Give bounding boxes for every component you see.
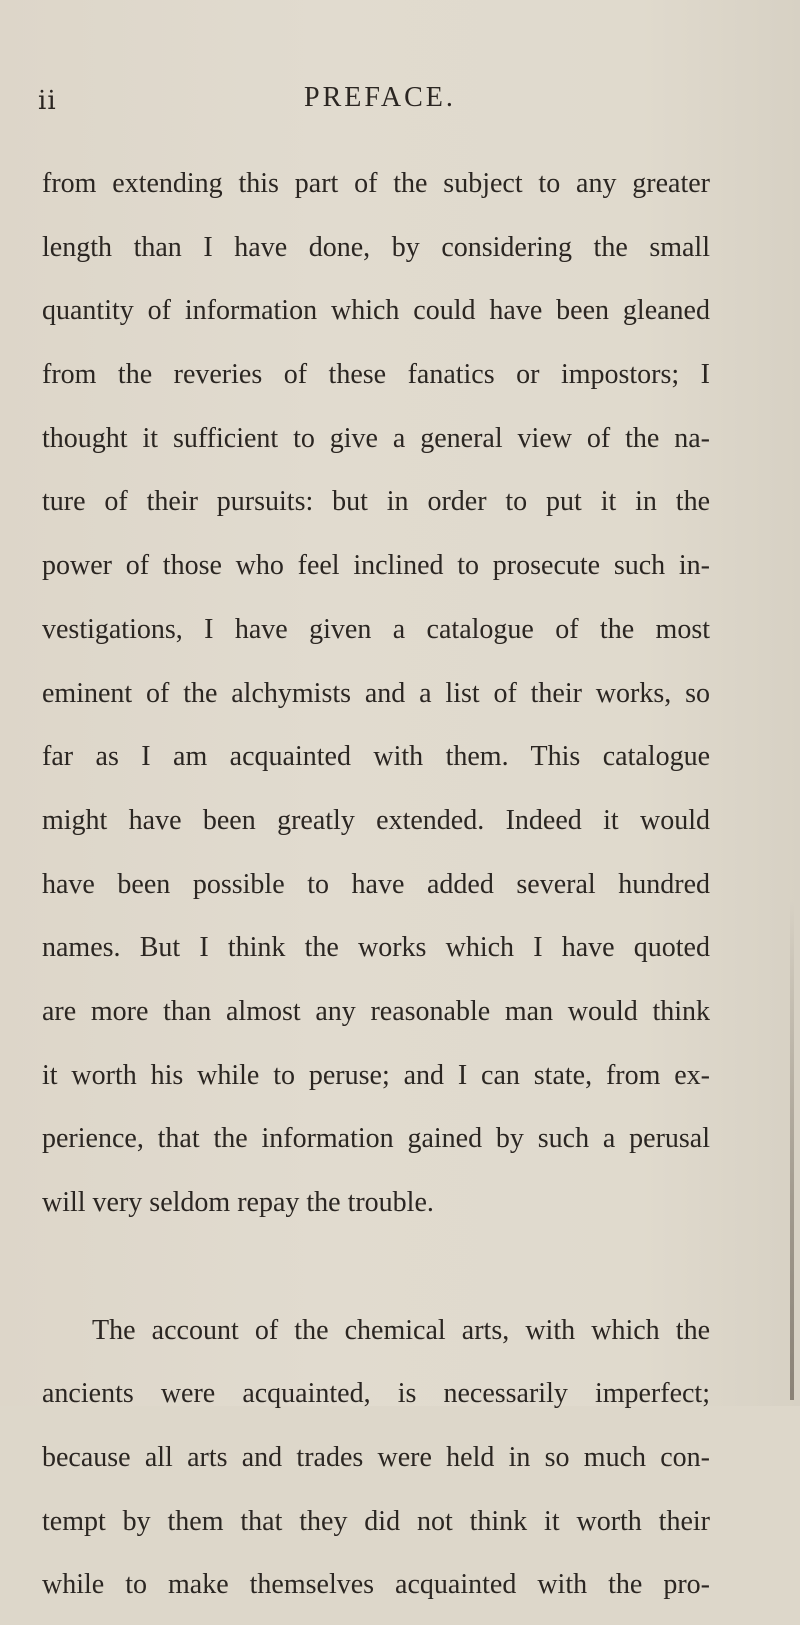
text-line: quantity of information which could have been gleaned bbox=[42, 295, 710, 327]
paragraph-1 bbox=[42, 160, 710, 1243]
page-number: ii bbox=[38, 86, 57, 116]
text-line: from the reveries of these fanatics or impostors; I bbox=[42, 359, 710, 391]
text-line: are more than almost any reasonable man would think bbox=[42, 995, 710, 1027]
text-line: thought it sufficient to give a general view of the na- bbox=[42, 422, 710, 454]
page-edge-shadow bbox=[790, 900, 794, 1400]
text-line: ancients were acquainted, is necessarily imperfect; bbox=[42, 1378, 710, 1410]
text-line: have been possible to have added several hundred bbox=[42, 868, 710, 900]
paragraph-2 bbox=[42, 1307, 710, 1625]
text-line: eminent of the alchymists and a list of their works, so bbox=[42, 677, 710, 709]
text-line: far as I am acquainted with them. This catalogue bbox=[42, 741, 710, 773]
text-line: ture of their pursuits: but in order to put it in the bbox=[42, 486, 710, 518]
text-line: The account of the chemical arts, with which the bbox=[92, 1314, 710, 1346]
text-line: length than I have done, by considering the small bbox=[42, 231, 710, 263]
text-line: from extending this part of the subject to any greater bbox=[42, 168, 710, 199]
text-line: power of those who feel inclined to prosecute such in- bbox=[42, 550, 710, 582]
body-text bbox=[42, 160, 710, 1625]
text-line: while to make themselves acquainted with the pro- bbox=[42, 1569, 710, 1601]
text-line: might have been greatly extended. Indeed it would bbox=[42, 804, 710, 836]
text-line: names. But I think the works which I have quoted bbox=[42, 932, 710, 964]
page-header bbox=[38, 82, 738, 122]
text-line: perience, that the information gained by such a perusal bbox=[42, 1123, 710, 1155]
text-line: it worth his while to peruse; and I can state, from ex- bbox=[42, 1059, 710, 1091]
paragraph-spacer bbox=[42, 1243, 710, 1307]
running-head: PREFACE. bbox=[304, 82, 456, 113]
text-line: because all arts and trades were held in so much con- bbox=[42, 1442, 710, 1474]
text-line: will very seldom repay the trouble. bbox=[42, 1187, 434, 1218]
text-line: vestigations, I have given a catalogue of the most bbox=[42, 613, 710, 645]
text-line: tempt by them that they did not think it worth their bbox=[42, 1505, 710, 1537]
